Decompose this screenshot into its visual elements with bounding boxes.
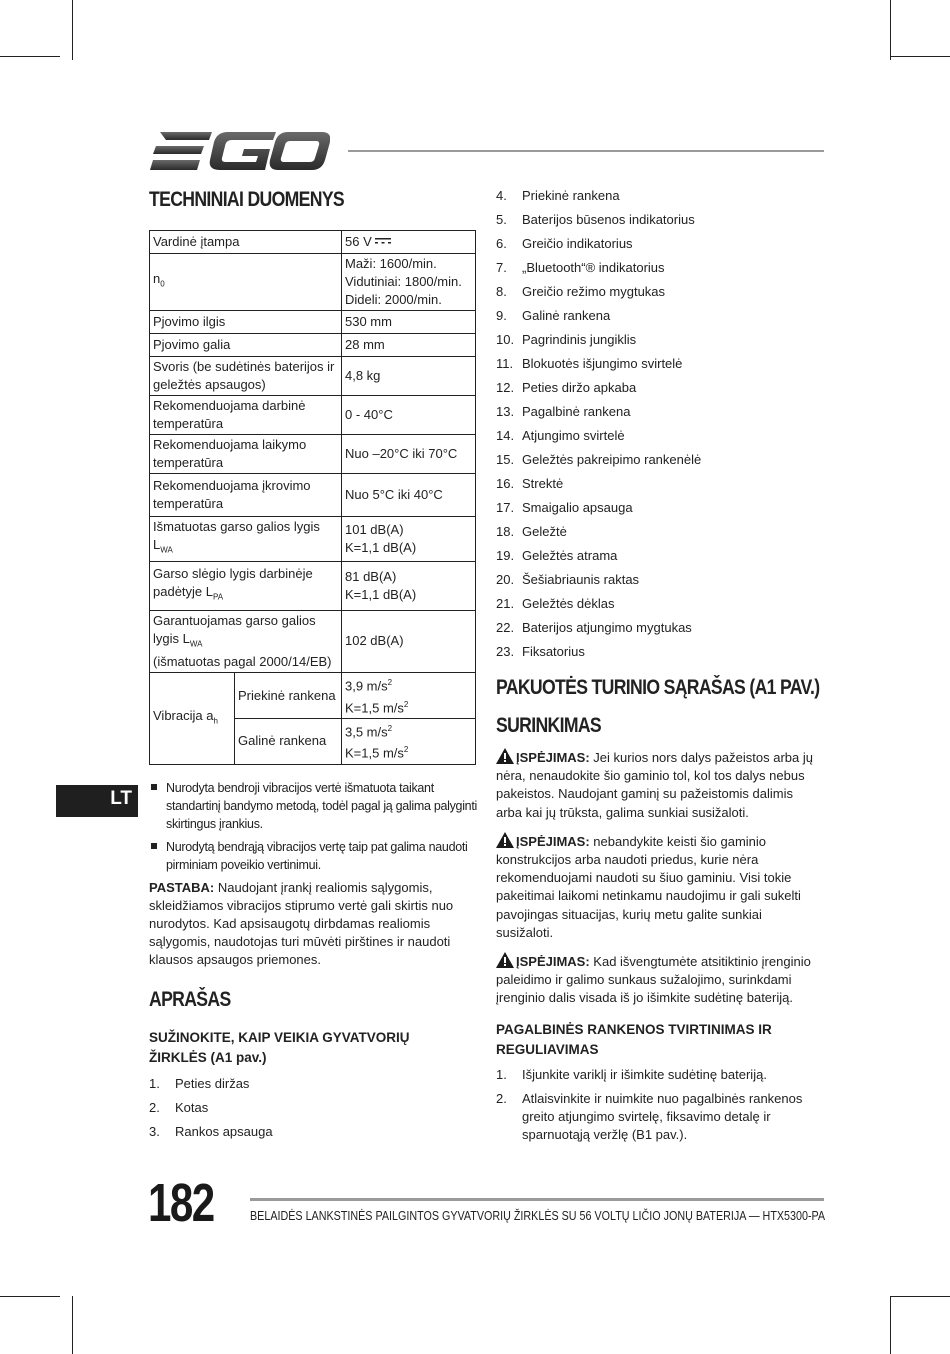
warning-block	[496, 748, 814, 822]
list-item	[496, 1090, 814, 1145]
item-number: 13.	[496, 404, 515, 419]
item-text: Baterijos atjungimo mygtukas	[522, 620, 692, 635]
item-text: Šešiabriaunis raktas	[522, 572, 640, 587]
item-text: Geležtės pakreipimo rankenėlė	[522, 452, 702, 467]
item-number: 1.	[496, 1066, 507, 1082]
table-row	[150, 517, 476, 562]
spec-label: Vibracija a	[153, 707, 214, 723]
item-text: Atlaisvinkite ir nuimkite nuo pagalbinės rankenos greito atjungimo svirtelę, fiksavimo detalę ir sparnuotąją veržlę (B1 pav.).	[522, 1090, 803, 1143]
list-item	[496, 644, 814, 668]
item-text: Geležtė	[522, 524, 567, 539]
list-item	[496, 428, 814, 452]
bullet-square-icon	[151, 843, 157, 849]
list-item	[149, 838, 477, 874]
item-text: Kotas	[175, 1099, 209, 1115]
list-item	[496, 452, 814, 476]
warnings	[496, 748, 814, 1008]
item-text: Išjunkite variklį ir išimkite sudėtinę bateriją.	[522, 1066, 767, 1082]
spec-label: Išmatuotas garso galios lygis L	[153, 519, 320, 552]
item-text: Peties diržo apkaba	[522, 380, 637, 395]
note-text: Naudojant įrankį realiomis sąlygomis, skleidžiamos vibracijos stiprumo vertė gali skirtis nuo nurodytos. Kad apsisaugotų dirbdamas realiomis sąlygomis, naudotojas turi mūvėti pirštines ir naudoti klausos apsaugos priemones.	[149, 879, 454, 968]
spec-label: Svoris (be sudėtinės baterijos ir geležtės apsaugos)	[153, 359, 335, 392]
item-number: 22.	[496, 620, 515, 635]
item-text: Priekinė rankena	[522, 188, 620, 203]
spec-value: K=1,5 m/s	[345, 699, 404, 715]
table-row	[150, 311, 476, 334]
item-text: Galinė rankena	[522, 308, 611, 323]
spec-value: 0 - 40°C	[345, 407, 393, 422]
item-number: 10.	[496, 332, 515, 347]
spec-label: Rekomenduojama įkrovimo temperatūra	[153, 478, 311, 511]
warning-triangle-icon	[496, 952, 514, 968]
list-item	[496, 548, 814, 572]
item-number: 1.	[149, 1075, 160, 1091]
table-row	[150, 673, 476, 719]
list-item	[149, 1124, 477, 1148]
item-text: Strektė	[522, 476, 564, 491]
item-text: Atjungimo svirtelė	[522, 428, 625, 443]
warning-text: Jei kurios nors dalys pažeistos arba jų nėra, nenaudokite šio gaminio tol, kol tos dalys nebus pakeistos. Naudojant gaminį su pažeistomis dalimis arba kai jų trūksta, galima sunkiai susižaloti.	[496, 750, 813, 820]
vibration-notes	[149, 779, 477, 874]
spec-label-sub: PA	[213, 592, 224, 602]
item-number: 2.	[496, 1090, 507, 1106]
spec-label: Rekomenduojama darbinė temperatūra	[153, 398, 306, 431]
bullet-text: Nurodytą bendrąją vibracijos vertę taip pat galima naudoti pirminiam poveikio vertinimui.	[166, 839, 468, 872]
list-item	[496, 236, 814, 260]
spec-value: 4,8 kg	[345, 368, 381, 383]
item-number: 11.	[496, 356, 514, 371]
spec-value: 3,9 m/s	[345, 678, 388, 694]
spec-label: padėtyje L	[153, 583, 213, 599]
list-item	[496, 524, 814, 548]
aux-handle-subheading: PAGALBINĖS RANKENOS TVIRTINIMAS IR REGULIAVIMAS	[496, 1021, 772, 1057]
list-item	[149, 1076, 477, 1100]
spec-exp: 2	[403, 699, 409, 709]
language-tab-label: LT	[110, 788, 132, 809]
list-item	[496, 308, 814, 332]
list-item	[496, 1066, 814, 1084]
list-item	[149, 1100, 477, 1124]
warning-label: ĮSPĖJIMAS:	[516, 750, 590, 765]
spec-label: Garso slėgio lygis darbinėje	[153, 565, 313, 581]
item-text: Geležtės dėklas	[522, 596, 615, 611]
warning-text: Kad išvengtumėte atsitiktinio įrenginio paleidimo ir galimo sunkaus sužalojimo, surinkdami įrenginio dalis visada iš jo išimkite sudėtinę bateriją.	[496, 954, 811, 1006]
list-item	[496, 356, 814, 380]
item-number: 19.	[496, 548, 515, 563]
item-number: 2.	[149, 1099, 160, 1115]
item-number: 20.	[496, 572, 515, 587]
table-row	[150, 231, 476, 254]
spec-label: Garantuojamas garso galios	[153, 612, 316, 628]
item-number: 18.	[496, 524, 515, 539]
page-number: 182	[148, 1173, 214, 1233]
item-number: 3.	[149, 1123, 160, 1139]
item-number: 21.	[496, 596, 515, 611]
list-item	[496, 500, 814, 524]
spec-value: K=1,1 dB(A)	[345, 586, 417, 602]
spec-label: Priekinė rankena	[238, 687, 336, 703]
table-row	[150, 357, 476, 396]
list-item	[496, 284, 814, 308]
parts-list	[149, 1076, 477, 1148]
spec-value: 102 dB(A)	[345, 633, 404, 649]
item-number: 15.	[496, 452, 515, 467]
spec-label: Pjovimo ilgis	[153, 314, 226, 329]
item-text: Smaigalio apsauga	[522, 500, 633, 515]
spec-label: lygis L	[153, 630, 190, 646]
item-text: Greičio režimo mygtukas	[522, 284, 666, 299]
spec-exp: 2	[387, 723, 393, 733]
list-item	[496, 260, 814, 284]
spec-label-sub: h	[213, 716, 218, 726]
spec-value: Vidutiniai: 1800/min.	[345, 274, 462, 289]
bullet-square-icon	[151, 784, 157, 790]
warning-text: nebandykite keisti šio gaminio konstrukcijos arba naudoti priedus, kurie nėra rekomenduojami naudoti su šiuo gaminiu. Visi tokie pakeitimai laikomi netinkamu naudojimu ir gali sukelti pavojingas situacijas, kurių metu galite sunkiai susižaloti.	[496, 833, 801, 940]
warning-triangle-icon	[496, 832, 514, 848]
item-text: Blokuotės išjungimo svirtelė	[522, 356, 683, 371]
item-number: 7.	[496, 260, 507, 275]
ego-logo	[150, 130, 330, 172]
warning-label: ĮSPĖJIMAS:	[516, 833, 590, 849]
left-column	[149, 188, 477, 1148]
list-item	[496, 572, 814, 596]
item-number: 23.	[496, 644, 515, 659]
table-row	[150, 474, 476, 517]
footer-text: BELAIDĖS LANKSTINĖS PAILGINTOS GYVATVORIŲ ŽIRKLĖS SU 56 VOLTŲ LIČIO JONŲ BATERIJA — HTX5300-PA	[250, 1209, 826, 1223]
spec-value: Maži: 1600/min.	[345, 256, 437, 271]
right-column	[496, 188, 820, 1144]
spec-value: K=1,5 m/s	[345, 745, 404, 761]
dc-symbol-icon	[375, 237, 391, 245]
assembly-heading: SURINKIMAS	[496, 714, 602, 737]
item-number: 16.	[496, 476, 515, 491]
footer-rule	[250, 1198, 824, 1201]
item-number: 8.	[496, 284, 507, 299]
spec-table	[149, 230, 476, 765]
table-row	[150, 396, 476, 435]
list-item	[149, 779, 477, 833]
spec-label-sub: 0	[160, 279, 165, 289]
table-row	[150, 561, 476, 610]
description-heading: APRAŠAS	[149, 987, 231, 1011]
item-text: Pagalbinė rankena	[522, 404, 631, 419]
description-subheading: SUŽINOKITE, KAIP VEIKIA GYVATVORIŲ ŽIRKLĖS (A1 pav.)	[149, 1029, 410, 1065]
table-row	[150, 435, 476, 474]
parts-list-continued	[496, 188, 814, 668]
item-text: Greičio indikatorius	[522, 236, 633, 251]
spec-value: 28 mm	[345, 337, 385, 352]
table-row	[150, 254, 476, 311]
tech-data-heading: TECHNINIAI DUOMENYS	[149, 188, 345, 211]
spec-value: 101 dB(A)	[345, 521, 404, 537]
item-number: 4.	[496, 188, 507, 203]
item-text: Geležtės atrama	[522, 548, 618, 563]
header-rule	[348, 150, 824, 152]
spec-value: Nuo 5°C iki 40°C	[345, 487, 443, 502]
spec-value: Dideli: 2000/min.	[345, 292, 442, 307]
item-text: Fiksatorius	[522, 644, 585, 659]
warning-block	[496, 952, 814, 1008]
spec-value: 56 V	[345, 234, 372, 249]
list-item	[496, 596, 814, 620]
item-number: 12.	[496, 380, 515, 395]
table-row	[150, 334, 476, 357]
note-label: PASTABA:	[149, 879, 215, 895]
list-item	[496, 620, 814, 644]
list-item	[496, 332, 814, 356]
list-item	[496, 188, 814, 212]
table-row	[150, 610, 476, 673]
item-text: Rankos apsauga	[175, 1123, 273, 1139]
spec-exp: 2	[387, 678, 393, 688]
packing-heading: PAKUOTĖS TURINIO SĄRAŠAS (A1 PAV.)	[496, 676, 820, 699]
item-text: Peties diržas	[175, 1075, 250, 1091]
warning-label: ĮSPĖJIMAS:	[516, 954, 590, 970]
spec-label-sub: WA	[160, 545, 173, 555]
spec-label: Rekomenduojama laikymo temperatūra	[153, 437, 307, 470]
spec-label: Galinė rankena	[238, 733, 327, 749]
spec-label: n	[153, 271, 161, 287]
bullet-text: Nurodyta bendroji vibracijos vertė išmatuota taikant standartinį bandymo metodą, todėl pagal ją galima palyginti skirtingus įrankius.	[166, 780, 477, 831]
item-text: Pagrindinis jungiklis	[522, 332, 637, 347]
warning-triangle-icon	[496, 748, 514, 764]
assembly-steps	[496, 1066, 814, 1145]
item-text: „Bluetooth“® indikatorius	[522, 260, 665, 275]
spec-value: 3,5 m/s	[345, 724, 388, 740]
spec-value: Nuo –20°C iki 70°C	[345, 446, 458, 461]
spec-label: Pjovimo galia	[153, 337, 231, 352]
spec-value: K=1,1 dB(A)	[345, 539, 417, 555]
item-number: 14.	[496, 428, 515, 443]
language-tab	[56, 785, 138, 817]
list-item	[496, 212, 814, 236]
spec-label-sub: WA	[189, 639, 203, 649]
item-number: 5.	[496, 212, 507, 227]
spec-label: Vardinė įtampa	[153, 234, 240, 249]
item-number: 9.	[496, 308, 507, 323]
warning-block	[496, 832, 814, 942]
spec-value: 530 mm	[345, 314, 392, 329]
item-text: Baterijos būsenos indikatorius	[522, 212, 695, 227]
item-number: 6.	[496, 236, 507, 251]
spec-exp: 2	[403, 745, 409, 755]
spec-value: 81 dB(A)	[345, 568, 397, 584]
list-item	[496, 404, 814, 428]
note-paragraph	[149, 879, 477, 970]
spec-label: (išmatuotas pagal 2000/14/EB)	[153, 654, 332, 670]
list-item	[496, 476, 814, 500]
item-number: 17.	[496, 500, 515, 515]
list-item	[496, 380, 814, 404]
